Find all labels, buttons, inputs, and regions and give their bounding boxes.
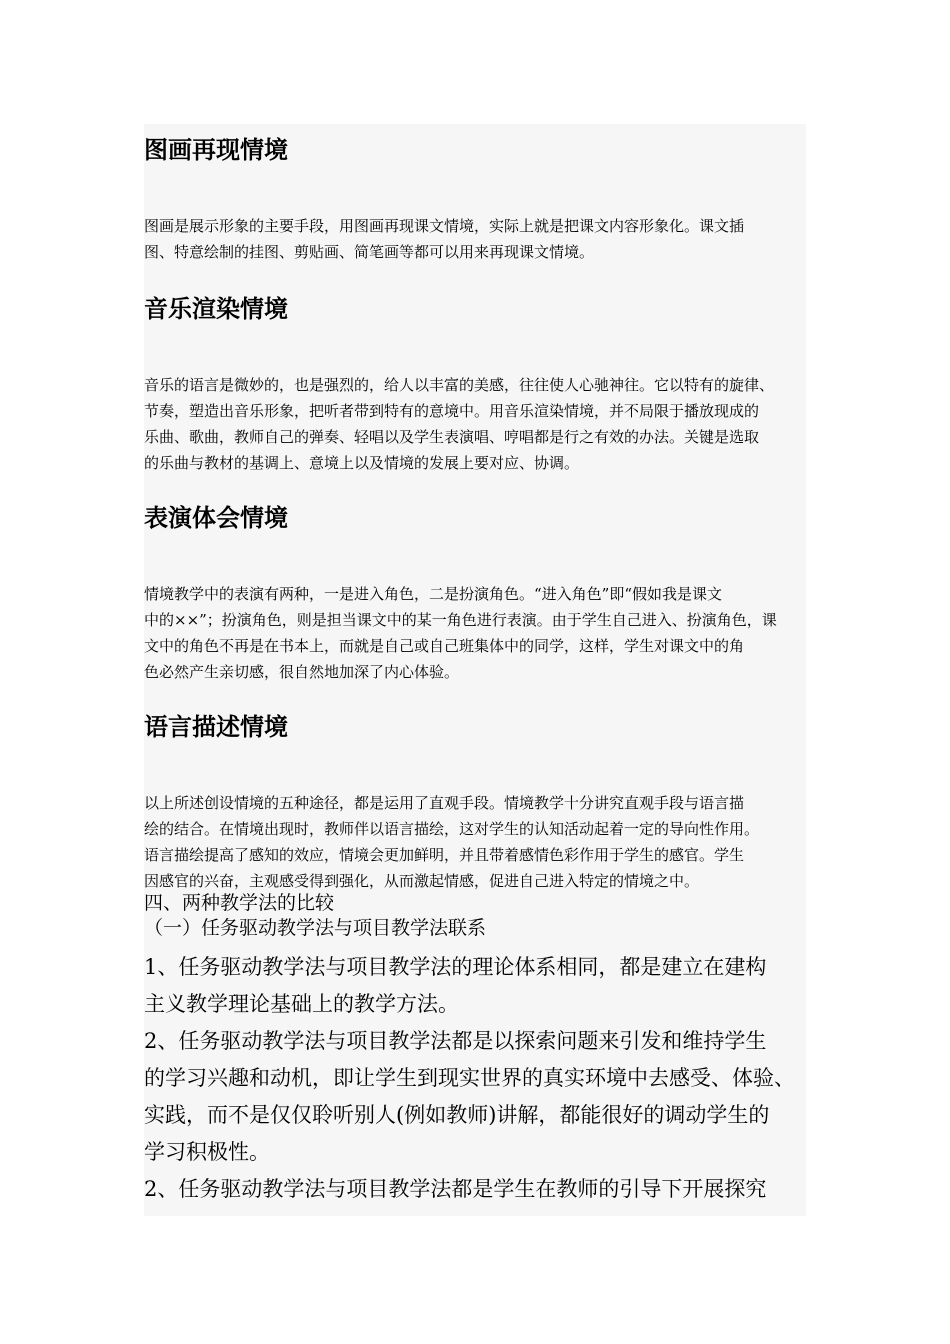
paragraph-line: 乐曲、歌曲，教师自己的弹奏、轻唱以及学生表演唱、哼唱都是行之有效的办法。关键是选取 [144,428,760,446]
section-paragraph-music [144,372,806,476]
paragraph-line: 以上所述创设情境的五种途径，都是运用了直观手段。情境教学十分讲究直观手段与语言描 [144,794,745,812]
point-2 [144,1023,806,1171]
section-heading-picture: 图画再现情境 [144,136,288,164]
point-1 [144,949,806,1023]
point-line: 实践，而不是仅仅聆听别人(例如教师)讲解，都能很好的调动学生的 [144,1103,770,1127]
section-paragraph-picture [144,213,806,265]
paragraph-line: 节奏，塑造出音乐形象，把听者带到特有的意境中。用音乐渲染情境，并不局限于播放现成的 [144,402,760,420]
paragraph-line: 情境教学中的表演有两种，一是进入角色，二是扮演角色。“进入角色”即“假如我是课文 [144,585,723,603]
sub-title: （一）任务驱动教学法与项目教学法联系 [144,917,487,939]
section-paragraph-language [144,790,806,894]
point-line: 主义教学理论基础上的教学方法。 [144,992,459,1016]
point-line: 1、任务驱动教学法与项目教学法的理论体系相同，都是建立在建构 [144,955,767,979]
paragraph-line: 绘的结合。在情境出现时，教师伴以语言描绘，这对学生的认知活动起着一定的导向性作用。 [144,820,760,838]
section-heading-language: 语言描述情境 [144,713,288,741]
document-page [144,124,806,1216]
paragraph-line: 色必然产生亲切感，很自然地加深了内心体验。 [144,663,460,681]
point-3 [144,1171,806,1208]
paragraph-line: 图画是展示形象的主要手段，用图画再现课文情境，实际上就是把课文内容形象化。课文插 [144,217,745,235]
paragraph-line: 中的××”；扮演角色，则是担当课文中的某一角色进行表演。由于学生自己进入、扮演角色，课 [144,611,777,629]
paragraph-line: 音乐的语言是微妙的，也是强烈的，给人以丰富的美感，往往使人心驰神往。它以特有的旋律、 [144,376,775,394]
paragraph-line: 语言描绘提高了感知的效应，情境会更加鲜明，并且带着感情色彩作用于学生的感官。学生 [144,846,745,864]
point-line: 2、任务驱动教学法与项目教学法都是以探索问题来引发和维持学生 [144,1029,767,1053]
paragraph-line: 的乐曲与教材的基调上、意境上以及情境的发展上要对应、协调。 [144,454,580,472]
point-line: 学习积极性。 [144,1140,270,1164]
section-paragraph-performance [144,581,806,685]
point-line: 的学习兴趣和动机，即让学生到现实世界的真实环境中去感受、体验、 [144,1066,795,1090]
section-heading-music: 音乐渲染情境 [144,295,288,323]
part-title: 四、两种教学法的比较 [144,892,335,914]
point-line: 2、任务驱动教学法与项目教学法都是学生在教师的引导下开展探究 [144,1177,767,1201]
section-heading-performance: 表演体会情境 [144,504,288,532]
paragraph-line: 图、特意绘制的挂图、剪贴画、简笔画等都可以用来再现课文情境。 [144,243,595,261]
paragraph-line: 因感官的兴奋，主观感受得到强化，从而激起情感，促进自己进入特定的情境之中。 [144,872,700,890]
paragraph-line: 文中的角色不再是在书本上，而就是自己或自己班集体中的同学，这样，学生对课文中的角 [144,637,745,655]
